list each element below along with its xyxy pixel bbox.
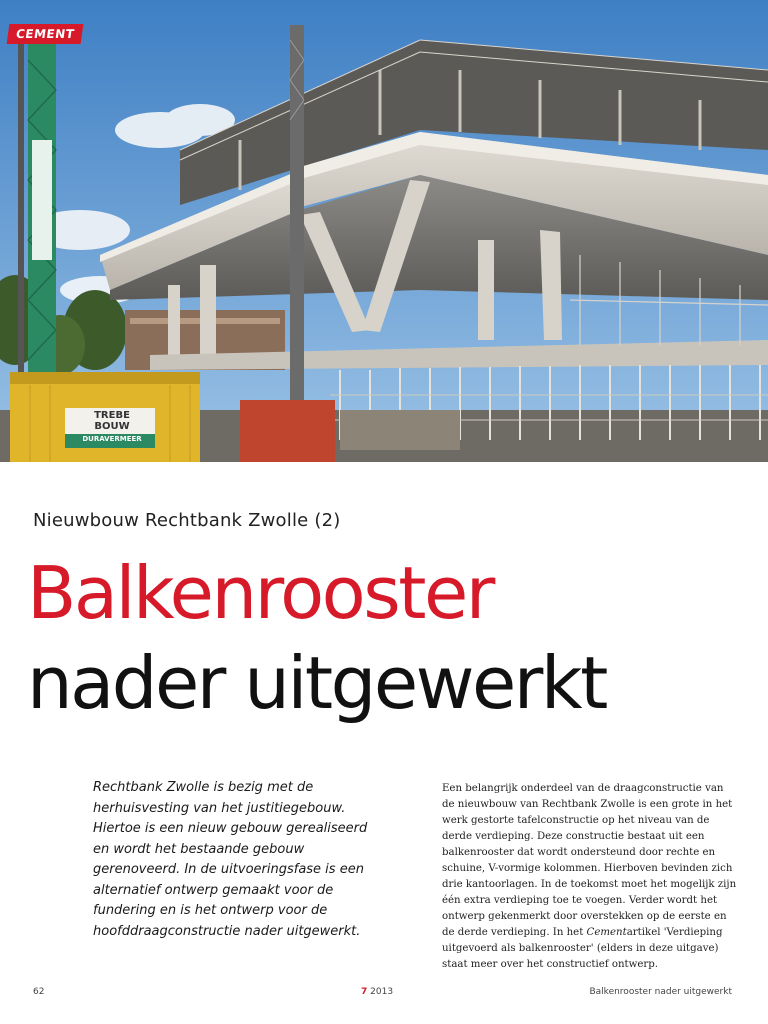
tower-crane — [18, 36, 56, 376]
article-intro: Rechtbank Zwolle is bezig met de herhuisvesting van het justitiegebouw. Hiertoe is een nieuw gebouw gerealiseerd en wordt het bestaande gebouw gerenoveerd. In de uitvoeringsfase is een alternatief ontwerp gemaakt voor de fundering en is het ontwerp voor de hoofddraagconstructie nader uitgewerkt. — [93, 780, 368, 939]
running-title: Balkenrooster nader uitgewerkt — [589, 987, 732, 997]
container-text-trebe: TREBE — [94, 410, 130, 421]
site-container-red — [240, 400, 335, 462]
article-body — [442, 781, 737, 973]
article-title-line1: Balkenrooster — [27, 551, 493, 635]
article-body-part2: artikel 'Verdieping uitgevoerd als balkenrooster' (elders in deze uitgave) staat meer over het constructief ontwerp. — [442, 927, 723, 970]
issue-year: 2013 — [370, 987, 394, 997]
issue-label — [361, 987, 393, 997]
cement-logo: CEMENT — [7, 24, 84, 44]
article-kicker: Nieuwbouw Rechtbank Zwolle (2) — [33, 510, 341, 531]
issue-number: 7 — [361, 987, 368, 997]
article-body-emphasis: Cement — [586, 927, 627, 938]
construction-site-illustration — [0, 0, 768, 462]
article-title-line2: nader uitgewerkt — [27, 641, 606, 725]
article-body-part1: Een belangrijk onderdeel van de draagconstructie van de nieuwbouw van Rechtbank Zwolle is een grote in het werk gestorte tafelconstructie op het niveau van de derde verdieping. Deze constructie bestaat uit een balkenrooster dat wordt ondersteund door rechte en schuine, V-vormige kolommen. Hierboven bevinden zich drie kantoorlagen. In de toekomst moet het mogelijk zijn één extra verdieping toe te voegen. Verder wordt het ontwerp gekenmerkt door overstekken op de eerste en de derde verdieping. In het — [442, 783, 737, 938]
container-text-bouw: BOUW — [94, 421, 130, 432]
container-text-layer — [0, 0, 1, 1]
page-number: 62 — [33, 987, 45, 997]
container-text — [72, 410, 152, 445]
hero-photo — [0, 0, 768, 462]
container-text-duravermeer: DURAVERMEER — [82, 435, 142, 443]
